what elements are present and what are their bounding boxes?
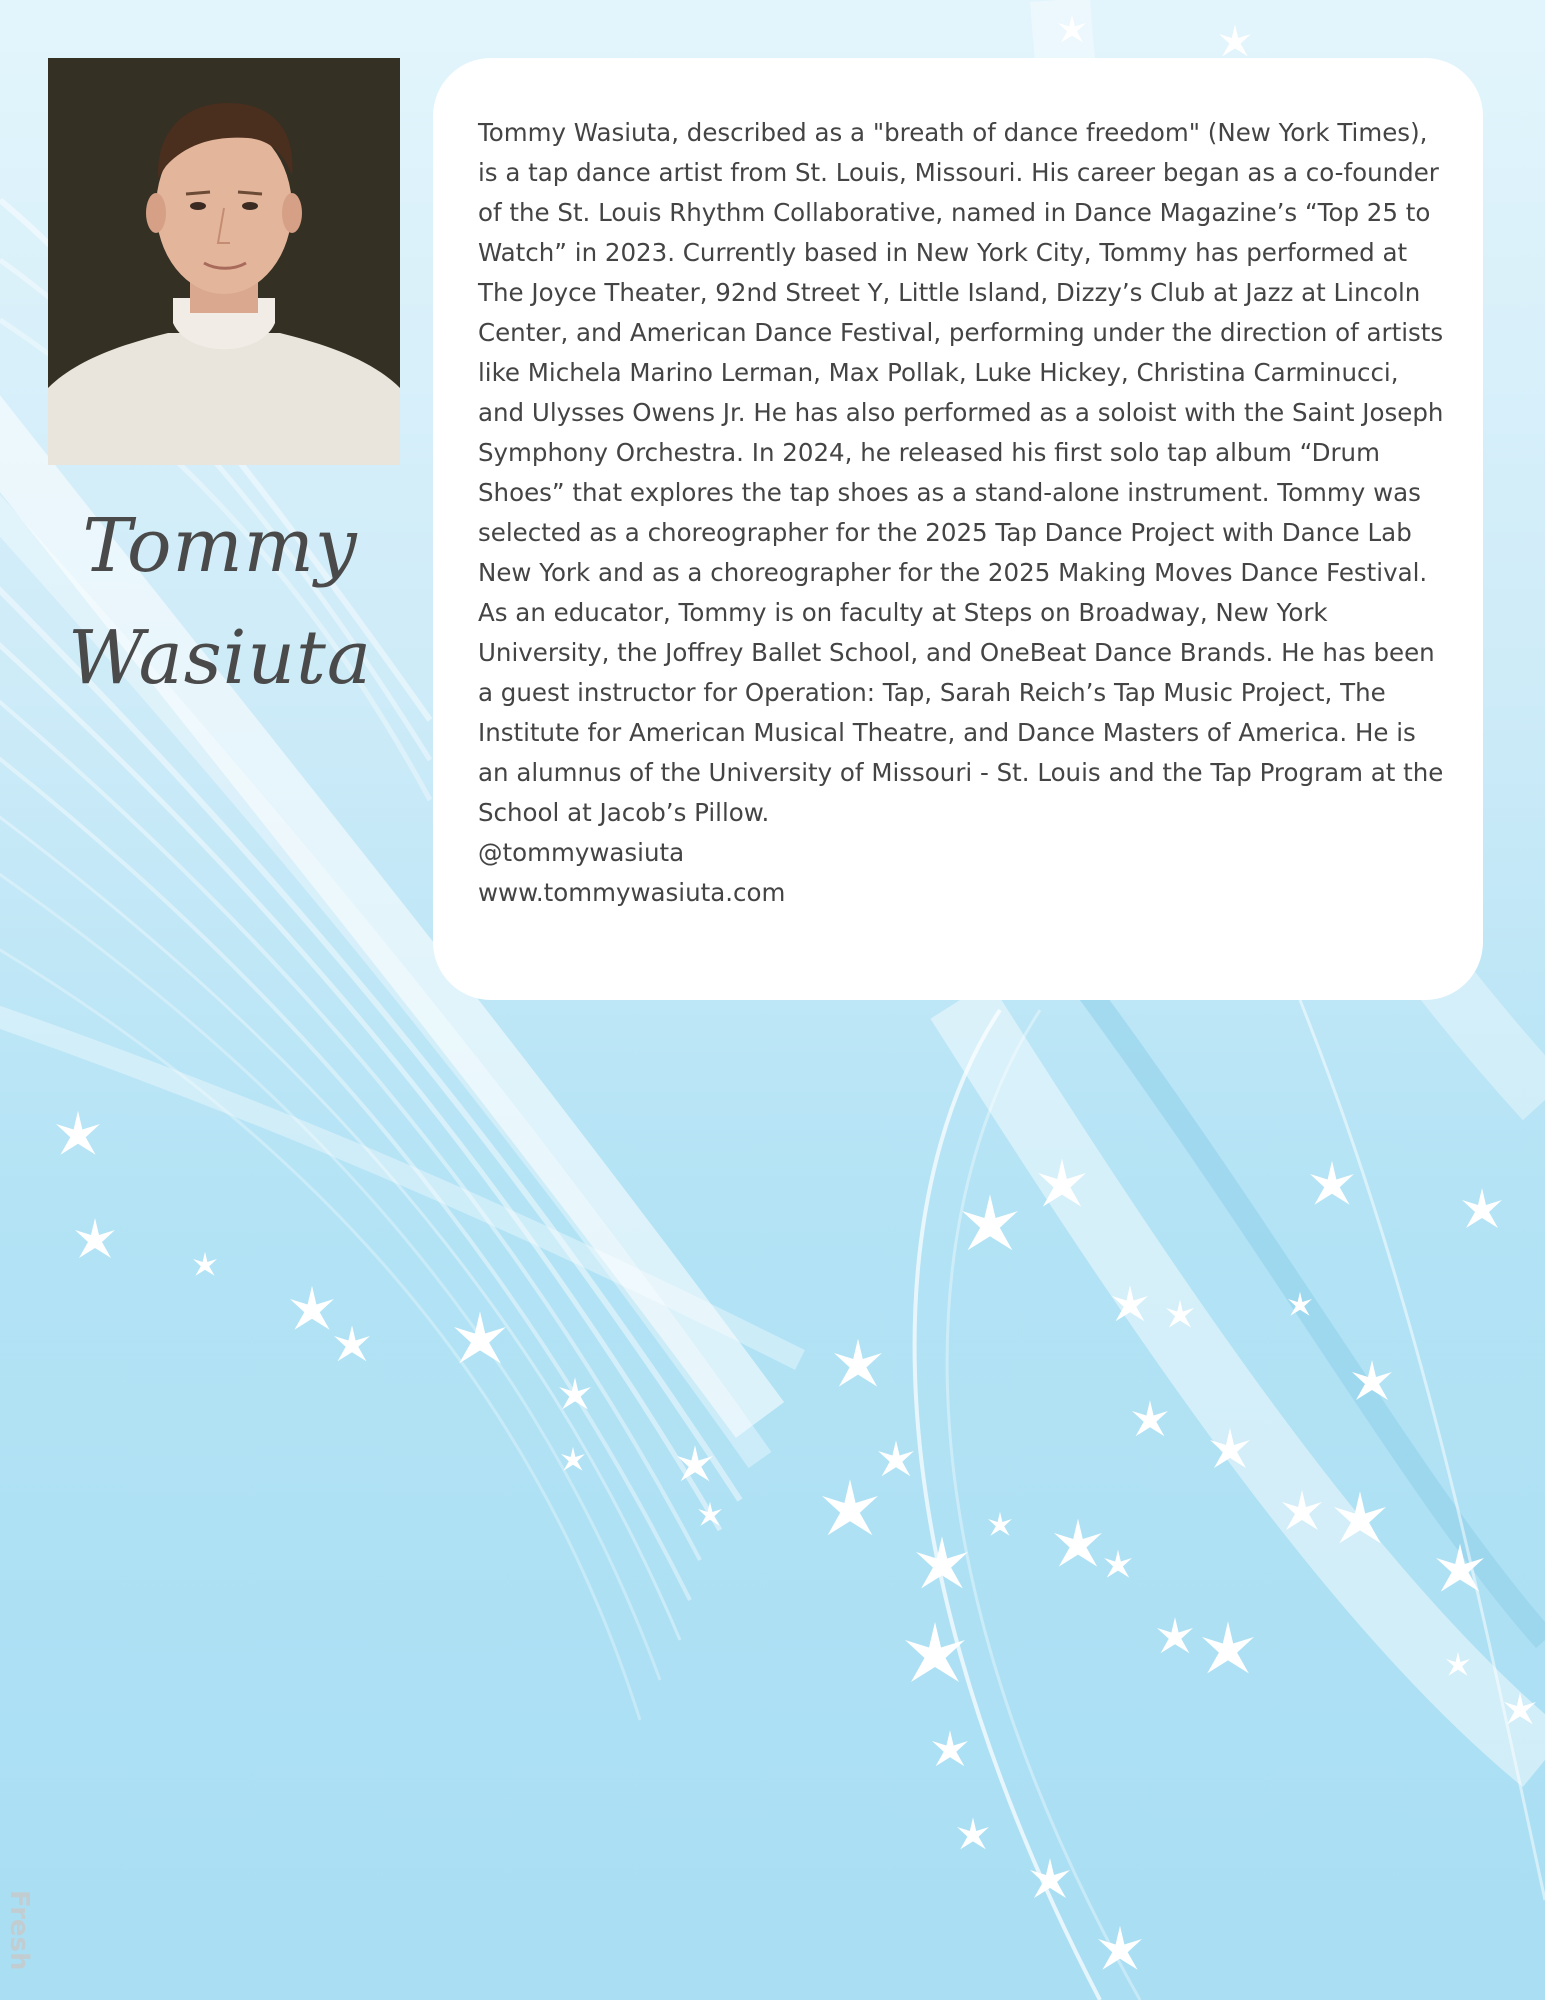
social-handle[interactable]: @tommywasiuta bbox=[478, 838, 685, 867]
watermark: Fresh bbox=[4, 1890, 34, 1971]
portrait-illustration bbox=[48, 58, 400, 465]
bio-card bbox=[433, 58, 1483, 1000]
first-name: Tommy bbox=[82, 503, 358, 589]
portrait-photo bbox=[48, 58, 400, 465]
bio-paragraph: Tommy Wasiuta, described as a "breath of dance freedom" (New York Times), is a tap dance artist from St. Louis, Missouri. His career began as a co-founder of the St. Louis Rhythm Collaborative, named in Dance Magazine’s “Top 25 to Watch” in 2023. Currently based in New York City, Tommy has performed at The Joyce Theater, 92nd Street Y, Little Island, Dizzy’s Club at Jazz at Lincoln Center, and American Dance Festival, performing under the direction of artists like Michela Marino Lerman, Max Pollak, Luke Hickey, Christina Carminucci, and Ulysses Owens Jr. He has also performed as a soloist with the Saint Joseph Symphony Orchestra. In 2024, he released his first solo tap album “Drum Shoes” that explores the tap shoes as a stand-alone instrument. Tommy was selected as a choreographer for the 2025 Tap Dance Project with Dance Lab New York and as a choreographer for the 2025 Making Moves Dance Festival. As an educator, Tommy is on faculty at Steps on Broadway, New York University, the Joffrey Ballet School, and OneBeat Dance Brands. He has been a guest instructor for Operation: Tap, Sarah Reich’s Tap Music Project, The Institute for American Musical Theatre, and Dance Masters of America. He is an alumnus of the University of Missouri - St. Louis and the Tap Program at the School at Jacob’s Pillow. bbox=[478, 118, 1444, 827]
last-name: Wasiuta bbox=[68, 615, 372, 701]
website-link[interactable]: www.tommywasiuta.com bbox=[478, 878, 786, 907]
name-title bbox=[40, 490, 400, 714]
